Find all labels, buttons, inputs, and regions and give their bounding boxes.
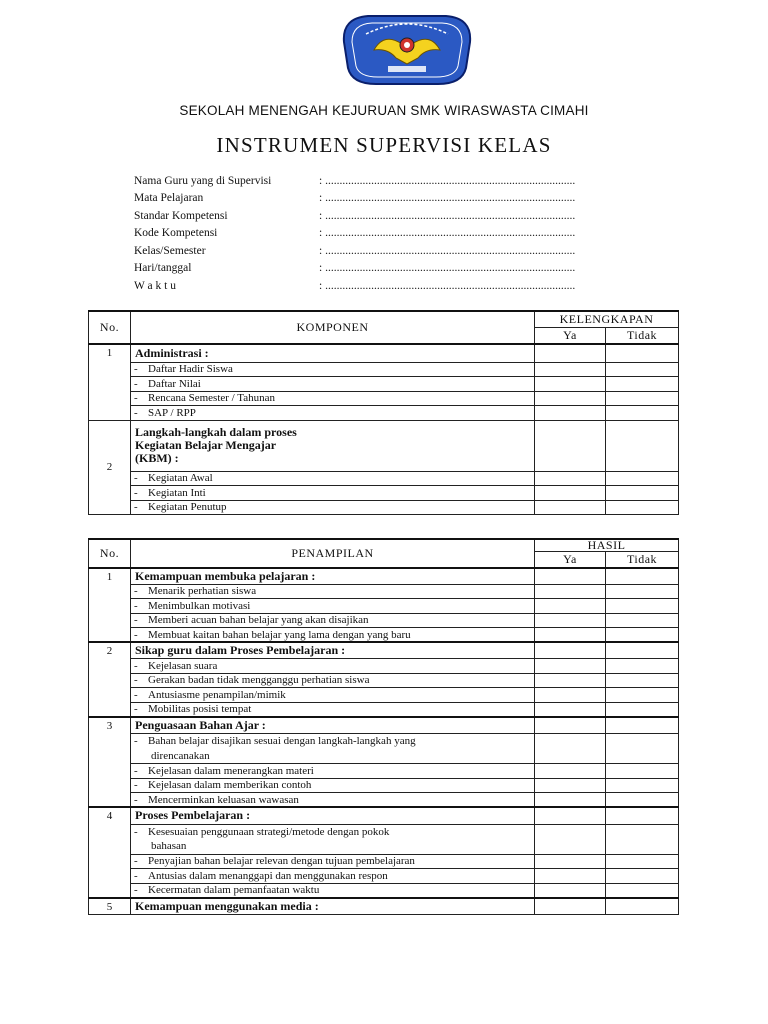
check-tidak[interactable] (606, 391, 679, 406)
header-tidak: Tidak (606, 551, 679, 568)
check-tidak[interactable] (606, 793, 679, 808)
check-ya[interactable] (535, 362, 606, 377)
info-label: Kelas/Semester (134, 244, 206, 257)
item-label: Daftar Hadir Siswa (148, 363, 233, 376)
check-tidak[interactable] (606, 764, 679, 779)
check-ya[interactable] (535, 717, 606, 734)
check-tidak[interactable] (606, 869, 679, 884)
table-row: - Kesesuaian penggunaan strategi/metode dengan pokok bahasan (89, 824, 679, 854)
check-tidak[interactable] (606, 362, 679, 377)
item-label-continued: direncanakan (151, 749, 210, 762)
row-number: 1 (89, 568, 131, 643)
check-tidak[interactable] (606, 807, 679, 824)
info-row-teacher (134, 172, 575, 190)
item-label: Memberi acuan bahan belajar yang akan disajikan (148, 614, 369, 627)
section-title: Sikap guru dalam Proses Pembelajaran : (131, 642, 535, 659)
check-ya[interactable] (535, 869, 606, 884)
item-label: Rencana Semester / Tahunan (148, 392, 276, 405)
header-ya: Ya (535, 328, 606, 345)
check-ya[interactable] (535, 584, 606, 599)
check-ya[interactable] (535, 391, 606, 406)
table-row: - Kegiatan Awal (89, 471, 679, 486)
table-row: - Daftar Nilai (89, 377, 679, 392)
check-tidak[interactable] (606, 673, 679, 688)
check-tidak[interactable] (606, 486, 679, 501)
info-block (134, 172, 575, 295)
item-label: Kecermatan dalam pemanfaatan waktu (148, 884, 320, 896)
item-label: Kesesuaian penggunaan strategi/metode dengan pokok (148, 825, 390, 838)
info-row-subject (134, 190, 575, 208)
info-row-standard (134, 207, 575, 225)
table-row: - Penyajian bahan belajar relevan dengan tujuan pembelajaran (89, 854, 679, 869)
check-ya[interactable] (535, 500, 606, 515)
check-ya[interactable] (535, 793, 606, 808)
row-number: 4 (89, 807, 131, 898)
info-label: Standar Kompetensi (134, 209, 228, 222)
info-value: : ....................................................................................... (319, 262, 576, 275)
section-title: Administrasi : (131, 344, 535, 362)
check-ya[interactable] (535, 673, 606, 688)
table-row: - Mobilitas posisi tempat (89, 702, 679, 717)
table-row: - Bahan belajar disajikan sesuai dengan langkah-langkah yang direncanakan (89, 734, 679, 764)
item-label: Mobilitas posisi tempat (148, 703, 252, 715)
check-tidak[interactable] (606, 642, 679, 659)
check-ya[interactable] (535, 344, 606, 362)
header-component: PENAMPILAN (131, 539, 535, 568)
check-tidak[interactable] (606, 628, 679, 643)
kelengkapan-table (88, 310, 679, 515)
item-label: Menarik perhatian siswa (148, 585, 257, 598)
table-row: - Kegiatan Inti (89, 486, 679, 501)
item-label: Kejelasan dalam memberikan contoh (148, 779, 312, 792)
item-label: Antusias dalam menanggapi dan menggunakan respon (148, 869, 388, 882)
check-tidak[interactable] (606, 471, 679, 486)
check-ya[interactable] (535, 599, 606, 614)
table-row: - Antusias dalam menanggapi dan menggunakan respon (89, 869, 679, 884)
check-ya[interactable] (535, 406, 606, 421)
check-ya[interactable] (535, 807, 606, 824)
check-ya[interactable] (535, 420, 606, 471)
check-tidak[interactable] (606, 824, 679, 854)
check-tidak[interactable] (606, 420, 679, 471)
check-ya[interactable] (535, 628, 606, 643)
info-row-time (134, 277, 575, 295)
item-label: Gerakan badan tidak mengganggu perhatian siswa (148, 674, 370, 687)
page-title: INSTRUMEN SUPERVISI KELAS (216, 133, 552, 157)
school-name: SEKOLAH MENENGAH KEJURUAN SMK WIRASWASTA CIMAHI (179, 103, 589, 118)
item-label: Penyajian bahan belajar relevan dengan tujuan pembelajaran (148, 855, 415, 868)
table-row: - Kejelasan suara (89, 659, 679, 674)
info-label: Kode Kompetensi (134, 227, 218, 240)
check-tidak[interactable] (606, 883, 679, 898)
check-ya[interactable] (535, 471, 606, 486)
check-ya[interactable] (535, 702, 606, 717)
item-label: Menimbulkan motivasi (148, 599, 251, 612)
check-tidak[interactable] (606, 599, 679, 614)
check-tidak[interactable] (606, 406, 679, 421)
table-row: - Gerakan badan tidak mengganggu perhatian siswa (89, 673, 679, 688)
hasil-table (88, 538, 679, 915)
item-label: Bahan belajar disajikan sesuai dengan langkah-langkah yang (148, 735, 416, 747)
check-ya[interactable] (535, 734, 606, 764)
check-tidak[interactable] (606, 717, 679, 734)
item-label-continued: bahasan (151, 840, 187, 852)
check-ya[interactable] (535, 898, 606, 915)
check-tidak[interactable] (606, 584, 679, 599)
info-row-date (134, 260, 575, 278)
table-row: - SAP / RPP (89, 406, 679, 421)
info-value: : ....................................................................................... (319, 279, 576, 292)
check-ya[interactable] (535, 659, 606, 674)
header-no: No. (89, 539, 131, 568)
check-tidak[interactable] (606, 778, 679, 793)
check-ya[interactable] (535, 688, 606, 703)
info-value: : ....................................................................................... (319, 192, 576, 205)
info-label: Nama Guru yang di Supervisi (134, 174, 272, 187)
check-ya[interactable] (535, 854, 606, 869)
check-tidak[interactable] (606, 688, 679, 703)
info-row-class (134, 242, 575, 260)
table-row: - Membuat kaitan bahan belajar yang lama dengan yang baru (89, 628, 679, 643)
item-label: Membuat kaitan bahan belajar yang lama dengan yang baru (148, 628, 411, 641)
check-tidak[interactable] (606, 734, 679, 764)
check-tidak[interactable] (606, 568, 679, 585)
table-row: - Menimbulkan motivasi (89, 599, 679, 614)
info-label: W a k t u (134, 279, 176, 292)
header-tidak: Tidak (606, 328, 679, 345)
item-label: SAP / RPP (148, 406, 196, 419)
info-value: : ....................................................................................... (319, 209, 576, 222)
check-tidak[interactable] (606, 702, 679, 717)
check-tidak[interactable] (606, 344, 679, 362)
check-tidak[interactable] (606, 854, 679, 869)
header-no: No. (89, 311, 131, 344)
info-value: : ....................................................................................... (319, 227, 576, 240)
row-number: 3 (89, 717, 131, 808)
check-tidak[interactable] (606, 659, 679, 674)
header-component: KOMPONEN (131, 311, 535, 344)
item-label: Antusiasme penampilan/mimik (148, 688, 286, 701)
check-ya[interactable] (535, 377, 606, 392)
item-label: Daftar Nilai (148, 377, 201, 390)
check-tidak[interactable] (606, 613, 679, 628)
table-row: - Daftar Hadir Siswa (89, 362, 679, 377)
section-title: Proses Pembelajaran : (131, 807, 535, 824)
check-ya[interactable] (535, 613, 606, 628)
row-number: 2 (89, 420, 131, 515)
header-ya: Ya (535, 551, 606, 568)
check-tidak[interactable] (606, 898, 679, 915)
check-ya[interactable] (535, 778, 606, 793)
table-row: - Memberi acuan bahan belajar yang akan disajikan (89, 613, 679, 628)
table-row: - Mencerminkan keluasan wawasan (89, 793, 679, 808)
section-title: Kemampuan membuka pelajaran : (131, 568, 535, 585)
item-label: Mencerminkan keluasan wawasan (148, 793, 299, 806)
table-row: - Kejelasan dalam menerangkan materi (89, 764, 679, 779)
info-value: : ....................................................................................... (319, 174, 576, 187)
check-tidak[interactable] (606, 377, 679, 392)
check-ya[interactable] (535, 486, 606, 501)
info-row-code (134, 225, 575, 243)
section-title: Penguasaan Bahan Ajar : (131, 717, 535, 734)
table-row: - Kecermatan dalam pemanfaatan waktu (89, 883, 679, 898)
row-number: 1 (89, 344, 131, 420)
check-ya[interactable] (535, 642, 606, 659)
info-label: Hari/tanggal (134, 262, 192, 275)
header-group: KELENGKAPAN (535, 311, 679, 328)
header-group: HASIL (535, 539, 679, 551)
table-row: - Menarik perhatian siswa (89, 584, 679, 599)
info-label: Mata Pelajaran (134, 192, 204, 205)
table-row: - Antusiasme penampilan/mimik (89, 688, 679, 703)
check-ya[interactable] (535, 883, 606, 898)
item-label: Kejelasan suara (148, 659, 218, 672)
row-number: 2 (89, 642, 131, 717)
check-ya[interactable] (535, 764, 606, 779)
school-crest-icon (338, 12, 476, 88)
section-title: Langkah-langkah dalam proses Kegiatan Belajar Mengajar (KBM) : (131, 420, 535, 471)
item-label: Kegiatan Awal (148, 472, 213, 485)
item-label: Kegiatan Inti (148, 486, 206, 499)
table-row: - Kejelasan dalam memberikan contoh (89, 778, 679, 793)
row-number: 5 (89, 898, 131, 915)
table-row: - Rencana Semester / Tahunan (89, 391, 679, 406)
item-label: Kejelasan dalam menerangkan materi (148, 764, 314, 777)
section-title: Kemampuan menggunakan media : (131, 898, 535, 915)
check-tidak[interactable] (606, 500, 679, 515)
check-ya[interactable] (535, 824, 606, 854)
check-ya[interactable] (535, 568, 606, 585)
table-row: - Kegiatan Penutup (89, 500, 679, 515)
item-label: Kegiatan Penutup (148, 501, 227, 514)
info-value: : ....................................................................................... (319, 244, 576, 257)
